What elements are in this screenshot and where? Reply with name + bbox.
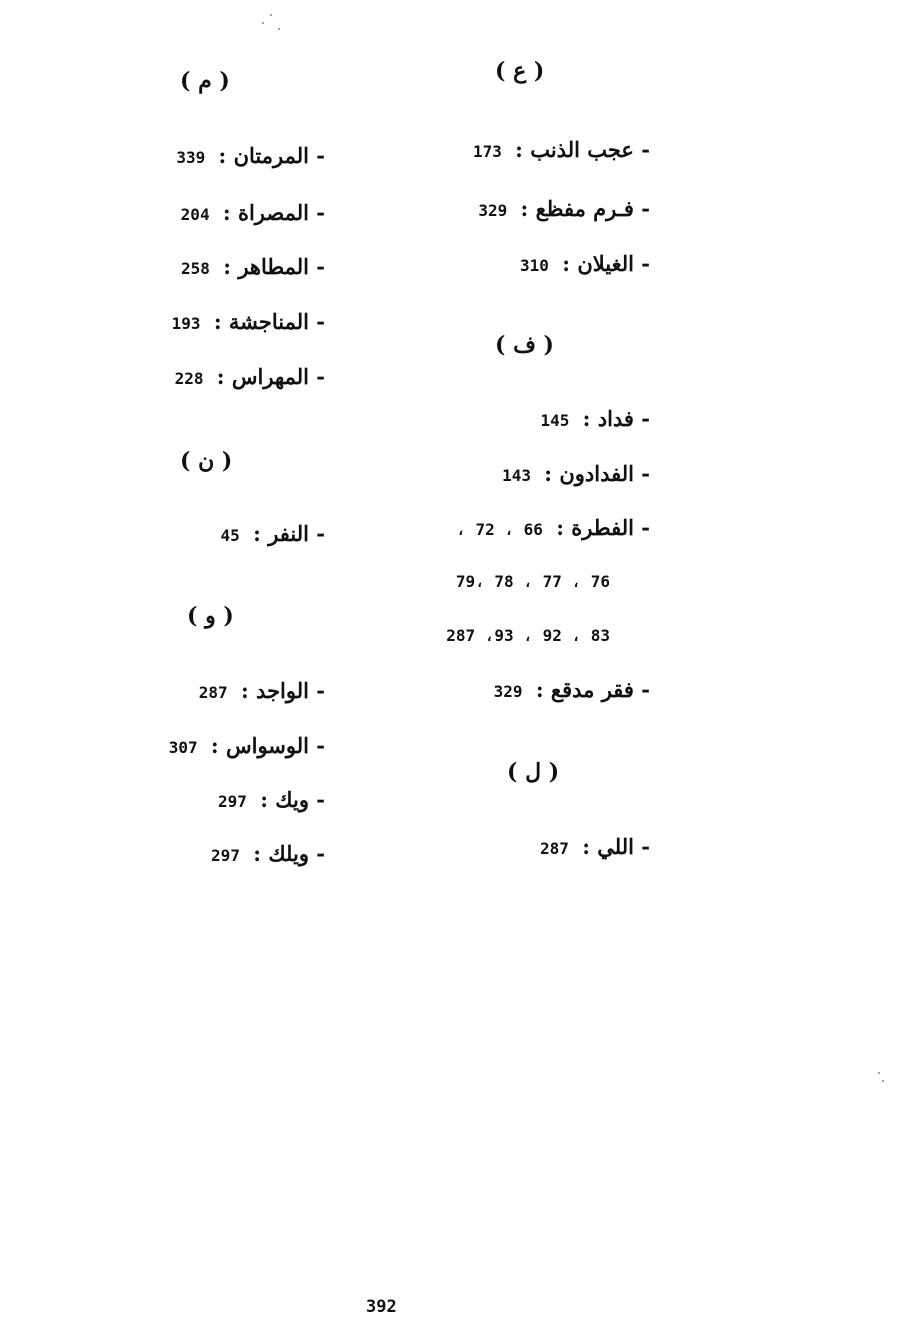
entry-pages: 310 — [520, 256, 549, 275]
entry-term: - عجب الذنب : — [515, 137, 650, 162]
index-entry — [473, 137, 650, 162]
entry-term: - الوسواس : — [210, 733, 325, 758]
entry-term: - المهراس : — [216, 364, 325, 389]
entry-pages: 143 — [502, 466, 531, 485]
entry-term: - المناجشة : — [213, 309, 325, 334]
entry-pages: 258 — [181, 259, 210, 278]
entry-term: - فقر مدقع : — [535, 677, 650, 702]
scan-speck — [278, 28, 280, 30]
entry-term: - فداد : — [582, 406, 650, 431]
entry-pages: 297 — [211, 846, 240, 865]
page-number: 392 — [366, 1297, 397, 1317]
index-entry — [211, 841, 325, 866]
entry-pages: 339 — [176, 148, 206, 167]
entry-term: - المصراة : — [222, 200, 325, 225]
entry-pages: 307 — [168, 738, 198, 757]
entry-term: - الفطرة : — [556, 515, 650, 540]
entry-pages: 66 ، 72 ، — [456, 520, 543, 539]
entry-term: - ويك : — [260, 787, 325, 812]
index-entry — [199, 678, 325, 703]
entry-term: - المطاهر : — [223, 254, 325, 279]
entry-pages: 329 — [478, 201, 508, 220]
index-entry — [540, 406, 650, 431]
index-entry — [221, 521, 325, 546]
scan-speck — [878, 1072, 880, 1074]
scan-speck — [882, 1080, 884, 1082]
entry-continuation: 76 ، 77 ، 78 ،79 — [455, 572, 610, 591]
entry-term: - النفر : — [253, 521, 325, 546]
index-entry — [520, 251, 650, 276]
entry-term: - الغيلان : — [562, 251, 650, 276]
entry-term: - الواجد : — [240, 678, 325, 703]
scan-speck — [270, 14, 272, 16]
entry-term: - الفدادون : — [544, 461, 650, 486]
index-entry — [176, 143, 325, 168]
index-entry — [540, 834, 650, 859]
entry-term: - فـرم مفظع : — [520, 196, 650, 221]
section-heading-fa: ( ف ) — [495, 332, 554, 358]
section-heading-ain: ( ع ) — [495, 58, 545, 84]
entry-term: - اللي : — [582, 834, 650, 859]
index-entry — [494, 677, 650, 702]
entry-pages: 287 — [540, 839, 569, 858]
entry-pages: 193 — [171, 314, 201, 333]
entry-pages: 45 — [220, 526, 240, 545]
entry-pages: 204 — [180, 205, 210, 224]
section-heading-lam: ( ل ) — [507, 759, 560, 785]
entry-pages: 228 — [174, 369, 204, 388]
index-entry — [456, 515, 650, 540]
section-heading-waw: ( و ) — [187, 603, 234, 629]
entry-pages: 145 — [540, 411, 570, 430]
index-entry — [218, 787, 325, 812]
index-entry — [502, 461, 650, 486]
index-entry — [172, 309, 325, 334]
scan-speck — [262, 22, 264, 24]
entry-pages: 329 — [493, 682, 523, 701]
index-entry — [181, 200, 325, 225]
entry-term: - ويلك : — [253, 841, 325, 866]
section-heading-mim: ( م ) — [180, 68, 230, 94]
index-entry — [181, 254, 325, 279]
entry-term: - المرمتان : — [218, 143, 325, 168]
index-entry — [175, 364, 325, 389]
index-entry — [169, 733, 325, 758]
section-heading-nun: ( ن ) — [180, 448, 233, 474]
entry-pages: 173 — [472, 142, 502, 161]
entry-pages: 297 — [218, 792, 247, 811]
index-entry — [478, 196, 650, 221]
entry-pages: 287 — [198, 683, 228, 702]
entry-continuation: 83 ، 92 ، 93، 287 — [446, 626, 610, 645]
